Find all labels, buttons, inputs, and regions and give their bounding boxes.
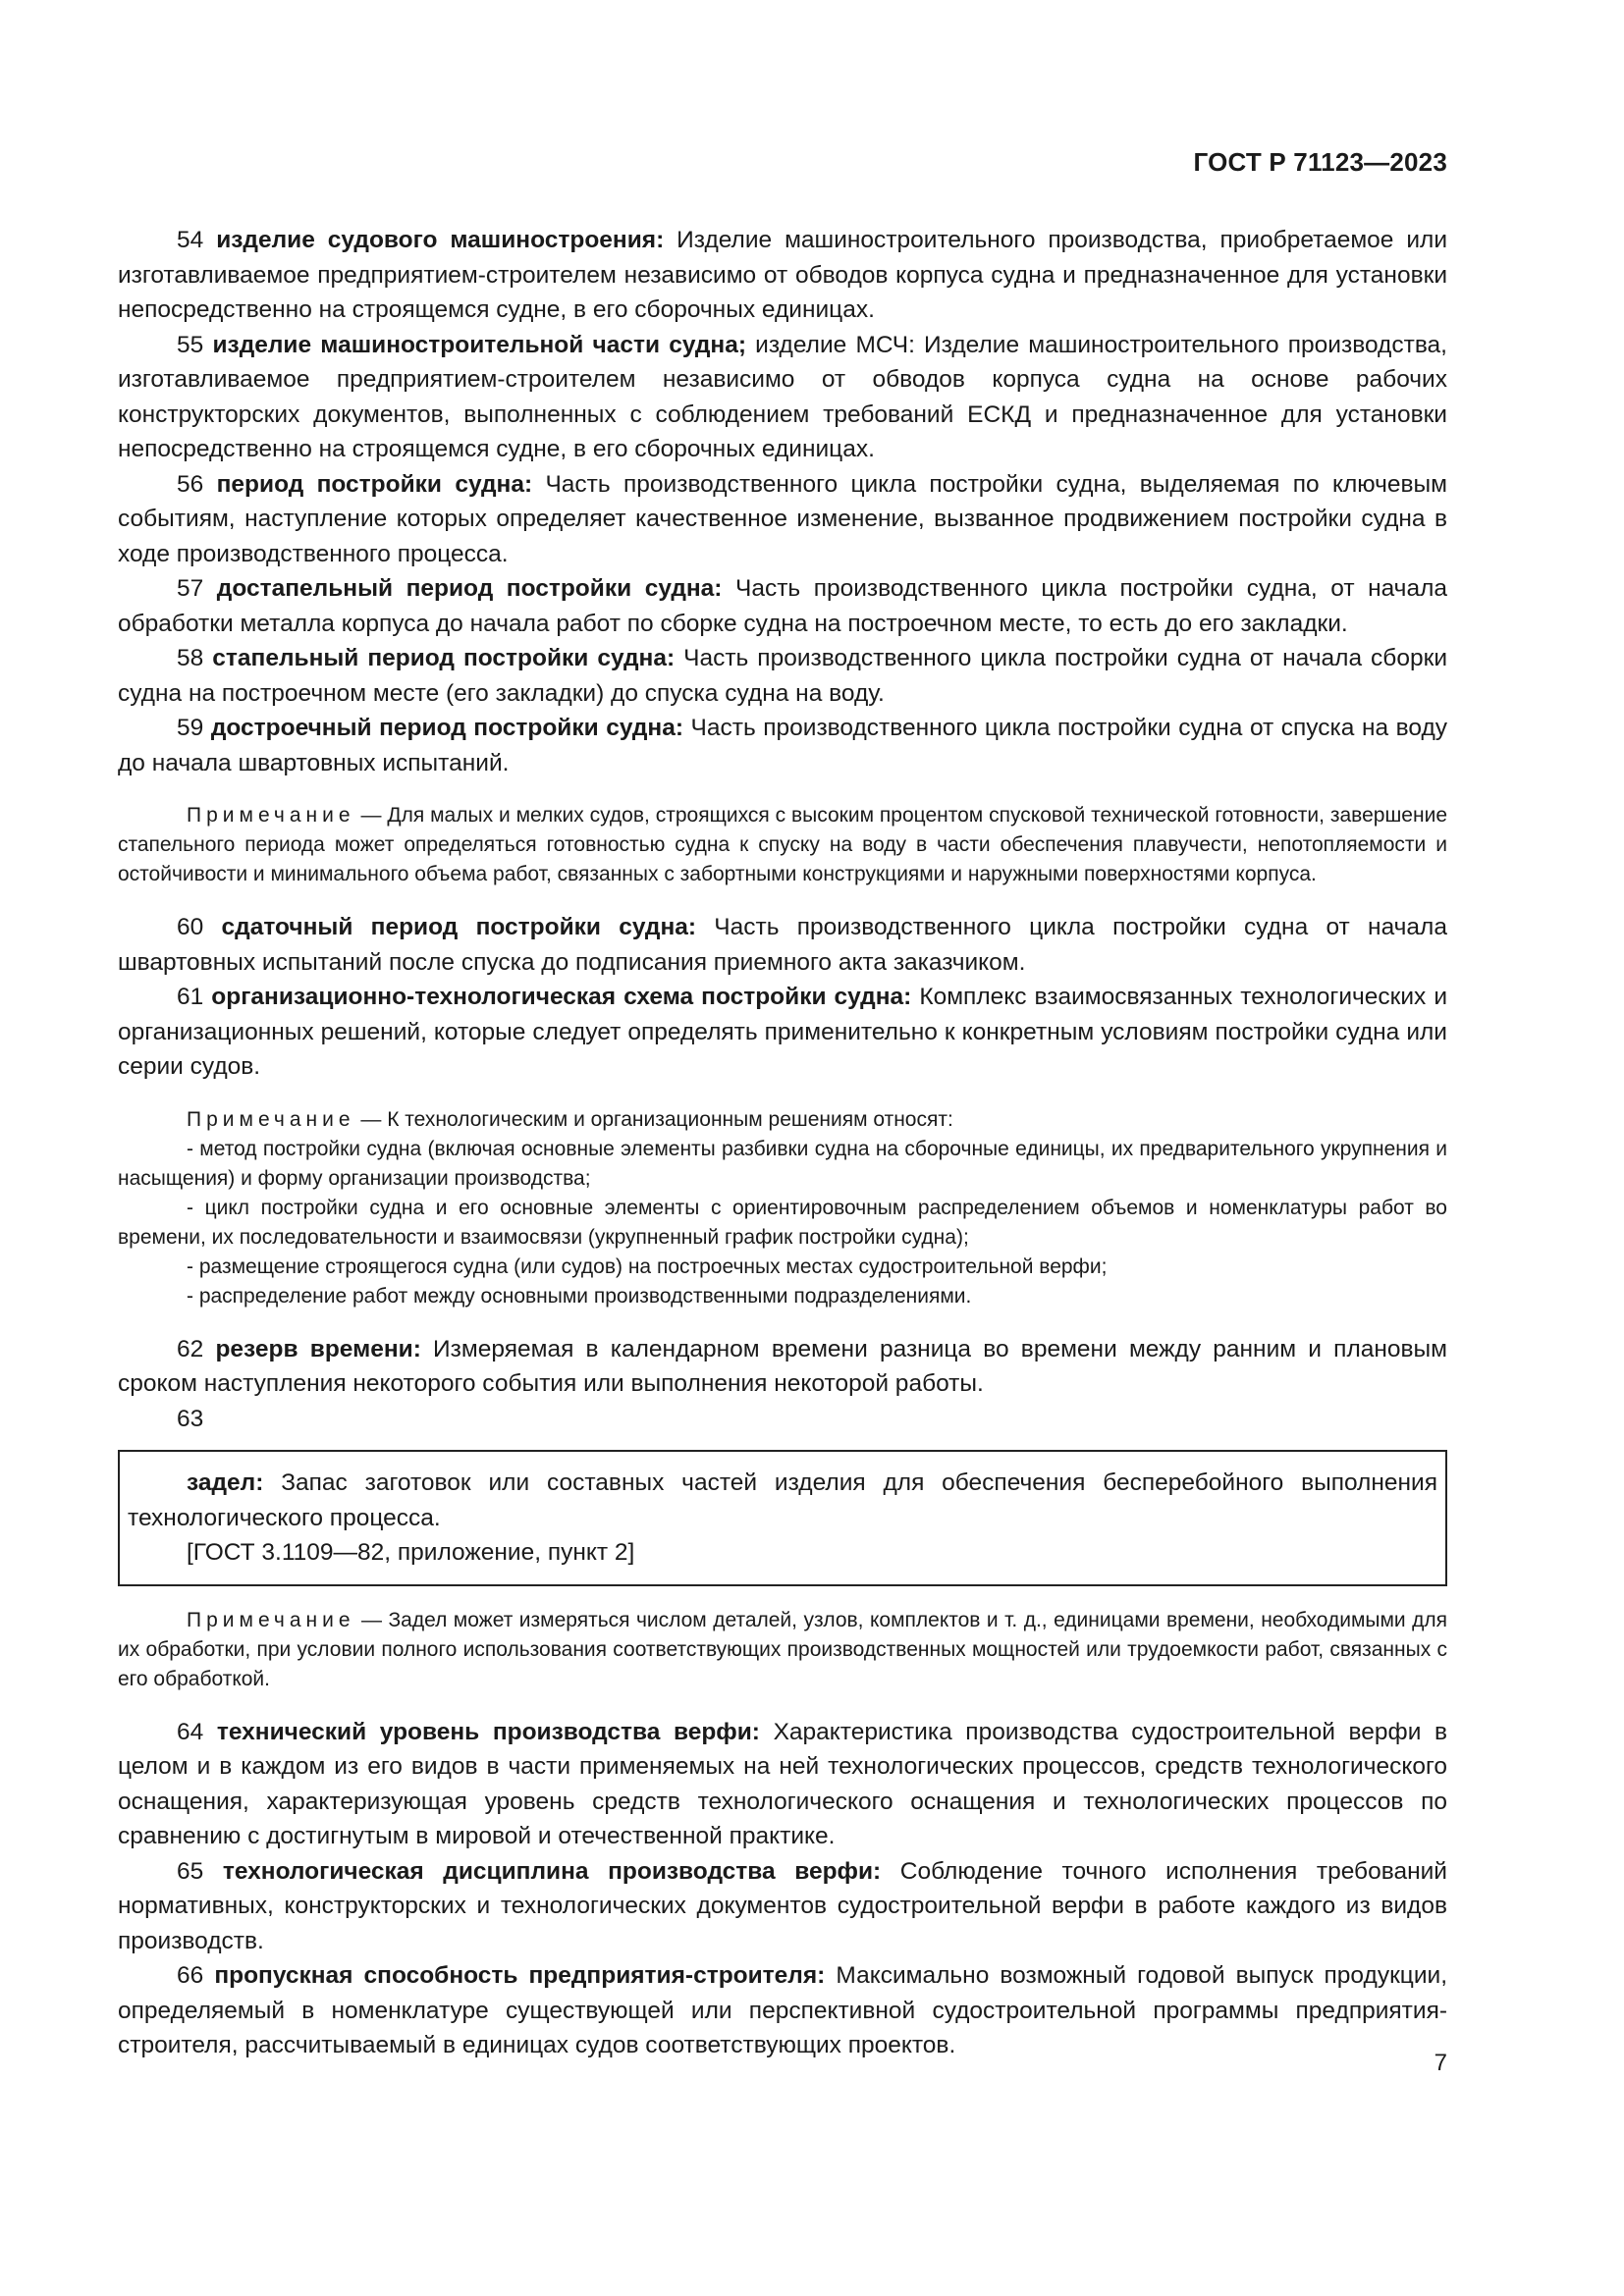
term-number: 58 bbox=[177, 645, 204, 671]
term-number: 54 bbox=[177, 227, 204, 253]
term-title: пропускная способность предприятия-строителя: bbox=[214, 1962, 826, 1989]
note-list-item: - цикл постройки судна и его основные элементы с ориентировочным распределением объемов и номенклатуры работ во времени, их последовательности и взаимосвязи (укрупненный график постройки судна); bbox=[118, 1196, 1447, 1249]
term-number: 65 bbox=[177, 1857, 204, 1885]
term-definition: Характеристика производства судостроительной верфи в целом и в каждом из его видов в части применяемых на ней технологических процессов, средств технологического оснащения, характеризующая уровень средств технологического оснащения и технологических процессов по сравнению с достигнутым в мировой и отечественной практике. bbox=[118, 1718, 1448, 1849]
term-source-reference: [ГОСТ 3.1109—82, приложение, пункт 2] bbox=[187, 1539, 635, 1566]
term-number: 66 bbox=[177, 1962, 204, 1989]
term-definition: Максимально возможный годовой выпуск продукции, определяемый в номенклатуре существующей или перспективной судостроительной программы предприятия-строителя, рассчитываемый в единицах судов соответствующих проектов. bbox=[118, 1962, 1447, 2058]
term-title: технологическая дисциплина производства верфи: bbox=[222, 1857, 882, 1885]
note-list-item: - размещение строящегося судна (или судов) на построечных местах судостроительной верфи; bbox=[187, 1255, 1108, 1278]
term-title: стапельный период постройки судна: bbox=[212, 645, 676, 671]
term-definition: Изделие машиностроительного производства, приобретаемое или изготавливаемое предприятием-строителем независимо от обводов корпуса судна и предназначенное для установки непосредственно на строящемся судне, в его сборочных единицах. bbox=[118, 227, 1448, 323]
term-title: сдаточный период постройки судна: bbox=[221, 914, 697, 940]
term-entry-66 bbox=[118, 1958, 1447, 2063]
term-number: 59 bbox=[177, 715, 204, 741]
term-number: 64 bbox=[177, 1718, 204, 1745]
term-entry-55 bbox=[118, 328, 1447, 467]
term-title: технический уровень производства верфи: bbox=[216, 1718, 760, 1745]
term-entry-63 bbox=[128, 1466, 1437, 1535]
term-definition: Часть производственного цикла постройки судна от начала сборки судна на построечном месте (его закладки) до спуска судна на воду. bbox=[118, 645, 1447, 707]
term-entry-59 bbox=[118, 711, 1447, 780]
term-number: 61 bbox=[177, 984, 204, 1010]
document-code: ГОСТ Р 71123—2023 bbox=[1193, 147, 1447, 177]
term-definition: Соблюдение точного исполнения требований нормативных, конструкторских и технологических документов судостроительной верфи в работе каждого из видов производств. bbox=[118, 1857, 1447, 1954]
document-body bbox=[118, 223, 1447, 2063]
term-entry-54 bbox=[118, 223, 1447, 328]
note-intro bbox=[118, 1105, 1447, 1135]
term-entry-64 bbox=[118, 1715, 1447, 1854]
note-text: — К технологическим и организационным решениям относят: bbox=[354, 1107, 953, 1131]
note-list-item: - метод постройки судна (включая основные элементы разбивки судна на сборочные единицы, их предварительного укрупнения и насыщения) и форму организации производства; bbox=[118, 1137, 1447, 1190]
term-definition: Часть производственного цикла постройки судна от начала швартовных испытаний после спуска до подписания приемного акта заказчиком. bbox=[118, 914, 1447, 976]
term-entry-60 bbox=[118, 910, 1447, 980]
term-definition: Запас заготовок или составных частей изделия для обеспечения бесперебойного выполнения технологического процесса. bbox=[128, 1469, 1437, 1531]
note-text: — Для малых и мелких судов, строящихся с высоким процентом спусковой технической готовности, завершение стапельного периода может определяться готовностью судна к спуску на воду в части обеспечения плавучести, непотопляемости и остойчивости и минимального объема работ, связанных с забортными конструкциями и наружными поверхностями корпуса. bbox=[118, 804, 1447, 885]
term-entry-57 bbox=[118, 571, 1447, 641]
term-number: 56 bbox=[177, 470, 204, 498]
note-label: Примечание bbox=[187, 1608, 355, 1631]
term-title: период постройки судна: bbox=[216, 470, 533, 498]
note-org-tech-scheme bbox=[118, 1105, 1447, 1311]
term-definition: Комплекс взаимосвязанных технологических и организационных решений, которые следует определять применительно к конкретным условиям постройки судна или серии судов. bbox=[118, 984, 1447, 1080]
note-label: Примечание bbox=[187, 1107, 355, 1131]
note-label: Примечание bbox=[187, 804, 355, 827]
note-stapel-period bbox=[118, 801, 1447, 889]
term-definition: изделие МСЧ: Изделие машиностроительного производства, изготавливаемое предприятием-строителем независимо от обводов корпуса судна на основе рабочих конструкторских документов, выполненных с соблюдением требований ЕСКД и предназначенное для установки непосредственно на строящемся судне, в его сборочных единицах. bbox=[118, 331, 1447, 462]
term-title: достапельный период постройки судна: bbox=[216, 575, 723, 602]
term-number: 60 bbox=[177, 914, 204, 940]
term-definition: Часть производственного цикла постройки судна, от начала обработки металла корпуса до начала работ по сборке судна на построечном месте, то есть до его закладки. bbox=[118, 575, 1447, 637]
term-title: резерв времени: bbox=[215, 1335, 421, 1362]
note-text: — Задел может измеряться числом деталей, узлов, комплектов и т. д., единицами времени, необходимыми для их обработки, при условии полного использования соответствующих производственных мощностей или трудоемкости работ, связанных с его обработкой. bbox=[118, 1608, 1447, 1690]
term-definition: Часть производственного цикла постройки судна от спуска на воду до начала швартовных испытаний. bbox=[118, 715, 1448, 776]
term-number: 55 bbox=[177, 331, 204, 358]
term-number-63: 63 bbox=[177, 1405, 204, 1432]
term-title: изделие судового машиностроения: bbox=[216, 227, 665, 253]
quoted-term-box bbox=[118, 1450, 1447, 1586]
term-entry-58 bbox=[118, 641, 1447, 711]
term-number: 62 bbox=[177, 1335, 204, 1362]
note-zadel bbox=[118, 1606, 1447, 1694]
term-entry-61 bbox=[118, 980, 1447, 1085]
term-definition: Измеряемая в календарном времени разница во времени между ранним и плановым сроком наступления некоторого события или выполнения некоторой работы. bbox=[118, 1335, 1447, 1397]
term-title: задел: bbox=[187, 1469, 264, 1496]
term-title: достроечный период постройки судна: bbox=[210, 715, 683, 741]
page-number: 7 bbox=[1434, 2050, 1447, 2076]
term-title: организационно-технологическая схема постройки судна: bbox=[211, 984, 912, 1010]
term-entry-62 bbox=[118, 1332, 1447, 1402]
term-definition: Часть производственного цикла постройки судна, выделяемая по ключевым событиям, наступление которых определяет качественное изменение, вызванное продвижением постройки судна в ходе производственного процесса. bbox=[118, 470, 1448, 567]
term-title: изделие машиностроительной части судна; bbox=[212, 331, 746, 358]
term-entry-65 bbox=[118, 1854, 1447, 1959]
term-number: 57 bbox=[177, 575, 204, 602]
note-list-item: - распределение работ между основными производственными подразделениями. bbox=[187, 1284, 972, 1308]
term-entry-56 bbox=[118, 467, 1447, 572]
